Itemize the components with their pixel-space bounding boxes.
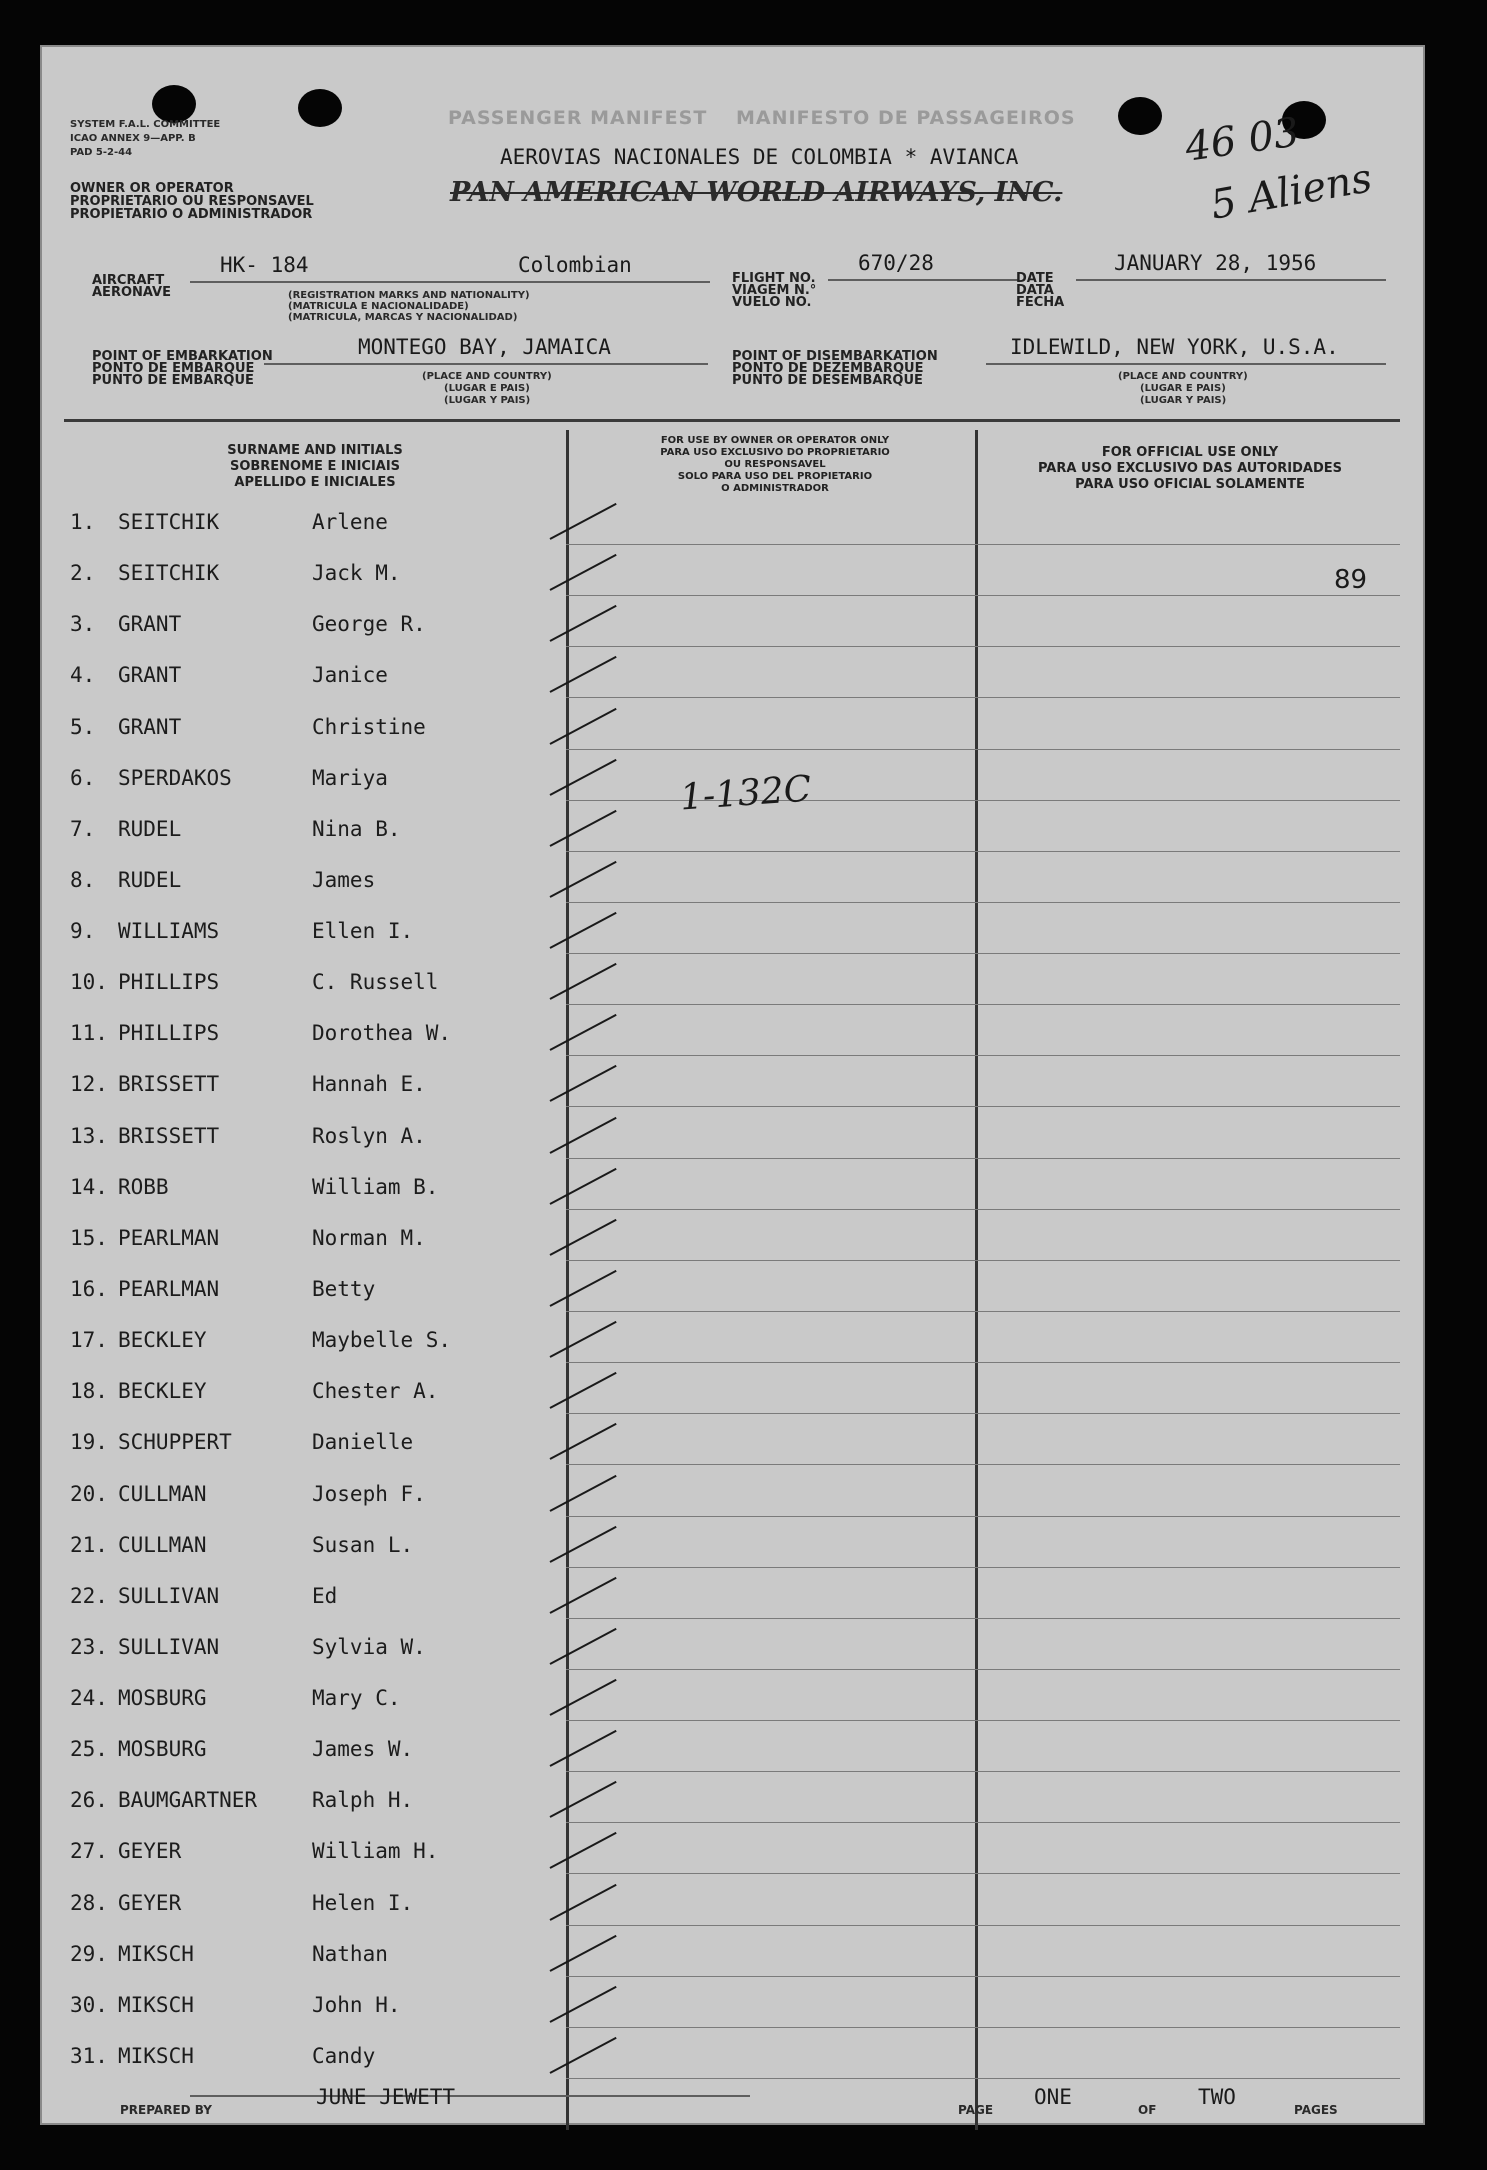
passenger-surname: RUDEL — [118, 817, 182, 841]
passenger-given-name: Mary C. — [312, 1686, 401, 1710]
passenger-surname: GRANT — [118, 663, 182, 687]
check-mark — [550, 1679, 617, 1716]
field-underline — [264, 363, 708, 365]
check-mark — [550, 963, 617, 1000]
names-column-header — [150, 443, 480, 491]
page-number: ONE — [1034, 2085, 1072, 2109]
embarkation-label: POINT OF EMBARKATION — [92, 349, 273, 364]
embarkation-place: MONTEGO BAY, JAMAICA — [358, 335, 611, 359]
passenger-surname: SPERDAKOS — [118, 766, 232, 790]
passenger-given-name: Nathan — [312, 1942, 388, 1966]
row-rule — [566, 1106, 1400, 1107]
check-mark — [550, 1832, 617, 1869]
row-rule — [566, 1516, 1400, 1517]
passenger-surname: MOSBURG — [118, 1737, 207, 1761]
form-title: PASSENGER MANIFEST — [448, 107, 708, 129]
passenger-number: 28. — [70, 1891, 108, 1915]
column-header-line: FOR USE BY OWNER OR OPERATOR ONLY — [660, 435, 890, 446]
passenger-given-name: John H. — [312, 1993, 401, 2017]
passenger-number: 1. — [70, 510, 96, 534]
disembarkation-label: PUNTO DE DESEMBARQUE — [732, 373, 923, 388]
check-mark — [550, 1577, 617, 1614]
row-rule — [566, 1771, 1400, 1772]
check-mark — [550, 1935, 617, 1972]
passenger-number: 29. — [70, 1942, 108, 1966]
column-header-line: PARA USO OFICIAL SOLAMENTE — [1075, 477, 1305, 492]
passenger-number: 15. — [70, 1226, 108, 1250]
passenger-number: 2. — [70, 561, 96, 585]
row-rule — [566, 1311, 1400, 1312]
row-rule — [566, 1158, 1400, 1159]
row-rule — [566, 902, 1400, 903]
flight-date: JANUARY 28, 1956 — [1114, 251, 1317, 275]
check-mark — [550, 1884, 617, 1921]
column-header-line: O ADMINISTRADOR — [721, 483, 829, 494]
passenger-given-name: Ralph H. — [312, 1788, 414, 1812]
passenger-given-name: Christine — [312, 715, 426, 739]
footer-underline — [190, 2095, 750, 2097]
passenger-surname: BECKLEY — [118, 1379, 207, 1403]
row-rule — [566, 1822, 1400, 1823]
check-mark — [550, 1423, 617, 1460]
column-divider — [975, 430, 978, 2130]
row-rule — [566, 1055, 1400, 1056]
row-rule — [566, 1413, 1400, 1414]
aircraft-label: AIRCRAFT — [92, 273, 165, 288]
page-label: PAGE — [958, 2103, 994, 2117]
row-rule — [566, 1004, 1400, 1005]
passenger-number: 19. — [70, 1430, 108, 1454]
aircraft-sub-label: (REGISTRATION MARKS AND NATIONALITY) — [288, 290, 530, 301]
passenger-surname: GEYER — [118, 1839, 182, 1863]
date-label: DATE — [1016, 271, 1054, 286]
passenger-surname: GRANT — [118, 715, 182, 739]
passenger-number: 25. — [70, 1737, 108, 1761]
passenger-surname: MIKSCH — [118, 1993, 194, 2017]
row-rule — [566, 1567, 1400, 1568]
handwritten-note: 46 03 — [1182, 109, 1303, 171]
check-mark — [550, 656, 617, 693]
check-mark — [550, 1065, 617, 1102]
column-divider — [566, 430, 569, 2130]
row-rule — [566, 1925, 1400, 1926]
check-mark — [550, 810, 617, 847]
disembarkation-place: IDLEWILD, NEW YORK, U.S.A. — [1010, 335, 1339, 359]
passenger-given-name: Candy — [312, 2044, 376, 2068]
check-mark — [550, 1986, 617, 2023]
aircraft-label: AERONAVE — [92, 285, 172, 300]
manifest-sheet — [40, 45, 1425, 2125]
check-mark — [550, 503, 617, 540]
disembarkation-label: POINT OF DISEMBARKATION — [732, 349, 938, 364]
embarkation-sub-label: (LUGAR Y PAIS) — [444, 395, 531, 406]
passenger-surname: PEARLMAN — [118, 1277, 220, 1301]
check-mark — [550, 1628, 617, 1665]
official-number: 89 — [1334, 565, 1368, 595]
punch-hole — [298, 89, 342, 127]
form-title: MANIFESTO DE PASSAGEIROS — [736, 107, 1076, 129]
disembarkation-sub-label: (LUGAR E PAIS) — [1140, 383, 1226, 394]
disembarkation-sub-label: (PLACE AND COUNTRY) — [1118, 371, 1248, 382]
passenger-surname: BRISSETT — [118, 1072, 220, 1096]
passenger-surname: RUDEL — [118, 868, 182, 892]
passenger-given-name: C. Russell — [312, 970, 439, 994]
passenger-given-name: Ed — [312, 1584, 338, 1608]
disembarkation-label: PONTO DE DEZEMBARQUE — [732, 361, 924, 376]
passenger-given-name: Dorothea W. — [312, 1021, 452, 1045]
passenger-surname: MIKSCH — [118, 1942, 194, 1966]
row-rule — [566, 1260, 1400, 1261]
passenger-given-name: William H. — [312, 1839, 439, 1863]
page-total: TWO — [1198, 2085, 1236, 2109]
column-header-line: SURNAME AND INITIALS — [227, 443, 403, 458]
field-underline — [190, 281, 710, 283]
passenger-given-name: Mariya — [312, 766, 388, 790]
row-rule — [566, 1976, 1400, 1977]
check-mark — [550, 1526, 617, 1563]
owner-use-column-header — [585, 435, 965, 495]
owner-label: PROPRIETARIO OU RESPONSAVEL — [70, 194, 314, 209]
passenger-given-name: Sylvia W. — [312, 1635, 426, 1659]
flight-label: VUELO NO. — [732, 295, 812, 310]
passenger-number: 12. — [70, 1072, 108, 1096]
pages-label: PAGES — [1294, 2103, 1338, 2117]
passenger-number: 23. — [70, 1635, 108, 1659]
passenger-given-name: Hannah E. — [312, 1072, 426, 1096]
passenger-given-name: Maybelle S. — [312, 1328, 452, 1352]
column-header-line: PARA USO EXCLUSIVO DO PROPRIETARIO — [660, 447, 890, 458]
corner-line: PAD 5-2-44 — [70, 147, 133, 158]
owner-handwritten-note: 1-132C — [678, 768, 813, 819]
passenger-given-name: Arlene — [312, 510, 388, 534]
check-mark — [550, 861, 617, 898]
corner-line: ICAO ANNEX 9—APP. B — [70, 133, 196, 144]
embarkation-sub-label: (PLACE AND COUNTRY) — [422, 371, 552, 382]
check-mark — [550, 1117, 617, 1154]
owner-label: PROPIETARIO O ADMINISTRADOR — [70, 207, 313, 222]
owner-label: OWNER OR OPERATOR — [70, 181, 234, 196]
passenger-surname: BRISSETT — [118, 1124, 220, 1148]
passenger-surname: SULLIVAN — [118, 1635, 220, 1659]
passenger-number: 10. — [70, 970, 108, 994]
passenger-surname: BAUMGARTNER — [118, 1788, 258, 1812]
passenger-given-name: Ellen I. — [312, 919, 414, 943]
passenger-given-name: James — [312, 868, 376, 892]
check-mark — [550, 759, 617, 796]
check-mark — [550, 554, 617, 591]
passenger-number: 14. — [70, 1175, 108, 1199]
flight-label: VIAGEM N.° — [732, 283, 817, 298]
field-underline — [1076, 279, 1386, 281]
embarkation-label: PUNTO DE EMBARQUE — [92, 373, 254, 388]
column-header-line: APELLIDO E INICIALES — [234, 475, 396, 490]
aircraft-registration: HK- 184 — [220, 253, 309, 277]
passenger-number: 24. — [70, 1686, 108, 1710]
prepared-by-label: PREPARED BY — [120, 2103, 212, 2117]
row-rule — [566, 1669, 1400, 1670]
check-mark — [550, 1372, 617, 1409]
aircraft-nationality: Colombian — [518, 253, 632, 277]
check-mark — [550, 2037, 617, 2074]
check-mark — [550, 605, 617, 642]
passenger-surname: CULLMAN — [118, 1482, 207, 1506]
row-rule — [566, 749, 1400, 750]
column-header-line: SOBRENOME E INICIAIS — [229, 459, 401, 474]
of-label: OF — [1138, 2103, 1157, 2117]
passenger-surname: MIKSCH — [118, 2044, 194, 2068]
row-rule — [566, 1873, 1400, 1874]
row-rule — [566, 1362, 1400, 1363]
handwritten-note: 5 Aliens — [1207, 155, 1376, 229]
punch-hole — [152, 85, 196, 123]
passenger-number: 20. — [70, 1482, 108, 1506]
check-mark — [550, 1730, 617, 1767]
table-top-rule — [64, 419, 1400, 422]
struck-airline-name — [450, 177, 1062, 208]
row-rule — [566, 1464, 1400, 1465]
passenger-surname: PHILLIPS — [118, 1021, 220, 1045]
flight-number: 670/28 — [858, 251, 934, 275]
passenger-surname: PHILLIPS — [118, 970, 220, 994]
passenger-surname: MOSBURG — [118, 1686, 207, 1710]
aircraft-sub-label: (MATRICULA E NACIONALIDADE) — [288, 301, 469, 312]
check-mark — [550, 1781, 617, 1818]
passenger-surname: PEARLMAN — [118, 1226, 220, 1250]
field-underline — [986, 363, 1386, 365]
check-mark — [550, 1270, 617, 1307]
row-rule — [566, 953, 1400, 954]
passenger-number: 21. — [70, 1533, 108, 1557]
passenger-number: 5. — [70, 715, 96, 739]
passenger-number: 17. — [70, 1328, 108, 1352]
check-mark — [550, 708, 617, 745]
row-rule — [566, 2078, 1400, 2079]
passenger-surname: SULLIVAN — [118, 1584, 220, 1608]
passenger-given-name: Janice — [312, 663, 388, 687]
embarkation-label: PONTO DE EMBARQUE — [92, 361, 255, 376]
date-label: FECHA — [1016, 295, 1065, 310]
passenger-number: 6. — [70, 766, 96, 790]
punch-hole — [1118, 97, 1162, 135]
passenger-number: 30. — [70, 1993, 108, 2017]
disembarkation-sub-label: (LUGAR Y PAIS) — [1140, 395, 1227, 406]
passenger-surname: CULLMAN — [118, 1533, 207, 1557]
passenger-given-name: William B. — [312, 1175, 439, 1199]
passenger-given-name: Jack M. — [312, 561, 401, 585]
row-rule — [566, 1720, 1400, 1721]
row-rule — [566, 544, 1400, 545]
check-mark — [550, 1475, 617, 1512]
passenger-given-name: Betty — [312, 1277, 376, 1301]
field-underline — [828, 279, 1018, 281]
official-use-column-header — [1000, 445, 1380, 493]
check-mark — [550, 1014, 617, 1051]
check-mark — [550, 1219, 617, 1256]
passenger-surname: BECKLEY — [118, 1328, 207, 1352]
aircraft-sub-label: (MATRICULA, MARCAS Y NACIONALIDAD) — [288, 312, 518, 323]
passenger-number: 16. — [70, 1277, 108, 1301]
passenger-given-name: Chester A. — [312, 1379, 439, 1403]
passenger-number: 27. — [70, 1839, 108, 1863]
passenger-given-name: Nina B. — [312, 817, 401, 841]
row-rule — [566, 1209, 1400, 1210]
passenger-surname: SCHUPPERT — [118, 1430, 232, 1454]
passenger-given-name: Danielle — [312, 1430, 414, 1454]
row-rule — [566, 697, 1400, 698]
column-header-line: FOR OFFICIAL USE ONLY — [1101, 445, 1279, 460]
passenger-number: 31. — [70, 2044, 108, 2068]
passenger-given-name: Susan L. — [312, 1533, 414, 1557]
check-mark — [550, 1168, 617, 1205]
column-header-line: PARA USO EXCLUSIVO DAS AUTORIDADES — [1037, 461, 1343, 476]
passenger-surname: SEITCHIK — [118, 510, 220, 534]
row-rule — [566, 2027, 1400, 2028]
passenger-number: 11. — [70, 1021, 108, 1045]
row-rule — [566, 646, 1400, 647]
passenger-number: 9. — [70, 919, 96, 943]
passenger-number: 8. — [70, 868, 96, 892]
row-rule — [566, 595, 1400, 596]
passenger-number: 18. — [70, 1379, 108, 1403]
passenger-number: 22. — [70, 1584, 108, 1608]
check-mark — [550, 912, 617, 949]
passenger-given-name: Joseph F. — [312, 1482, 426, 1506]
passenger-given-name: Norman M. — [312, 1226, 426, 1250]
airline-name: AEROVIAS NACIONALES DE COLOMBIA * AVIANCA — [500, 145, 1019, 169]
passenger-given-name: Roslyn A. — [312, 1124, 426, 1148]
passenger-given-name: James W. — [312, 1737, 414, 1761]
embarkation-sub-label: (LUGAR E PAIS) — [444, 383, 530, 394]
prepared-by-name: JUNE JEWETT — [316, 2085, 456, 2109]
passenger-surname: ROBB — [118, 1175, 169, 1199]
passenger-number: 13. — [70, 1124, 108, 1148]
passenger-number: 3. — [70, 612, 96, 636]
passenger-surname: SEITCHIK — [118, 561, 220, 585]
passenger-surname: WILLIAMS — [118, 919, 220, 943]
passenger-given-name: George R. — [312, 612, 426, 636]
column-header-line: SOLO PARA USO DEL PROPIETARIO — [677, 471, 873, 482]
column-header-line: OU RESPONSAVEL — [724, 459, 826, 470]
passenger-given-name: Helen I. — [312, 1891, 414, 1915]
check-mark — [550, 1321, 617, 1358]
passenger-surname: GEYER — [118, 1891, 182, 1915]
passenger-number: 26. — [70, 1788, 108, 1812]
passenger-number: 7. — [70, 817, 96, 841]
struck-airline-text: PAN AMERICAN WORLD AIRWAYS, INC. — [450, 177, 1063, 208]
row-rule — [566, 1618, 1400, 1619]
passenger-number: 4. — [70, 663, 96, 687]
corner-line: SYSTEM F.A.L. COMMITTEE — [70, 119, 221, 130]
row-rule — [566, 851, 1400, 852]
passenger-surname: GRANT — [118, 612, 182, 636]
flight-label: FLIGHT NO. — [732, 271, 816, 286]
date-label: DATA — [1016, 283, 1054, 298]
